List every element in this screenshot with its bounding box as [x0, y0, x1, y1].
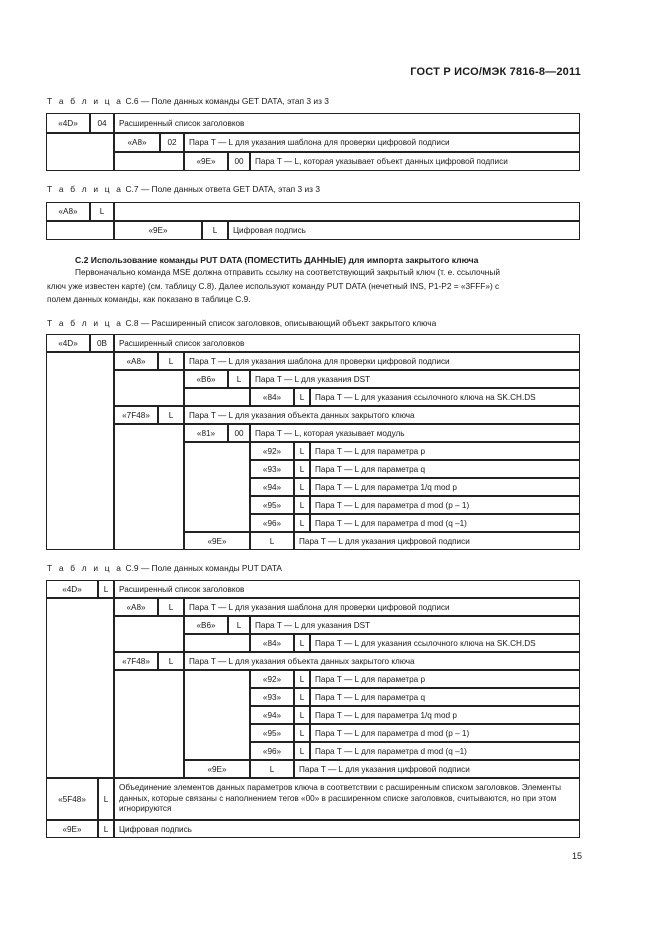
page-number: 15 [572, 851, 583, 861]
table-c6-caption: Т а б л и ц а С.6 — Поле данных команды GET DATA, этап 3 из 3 [47, 96, 329, 106]
cell-desc: Расширенный список заголовков [114, 334, 580, 352]
cell-desc: Пара Т — L для параметра q [310, 688, 580, 706]
paragraph-line: Первоначально команда MSE должна отправить ссылку на соответствующий закрытый ключ (т. е. ссылочный [75, 267, 500, 277]
cell-tag: «9E» [46, 820, 98, 838]
cell-len: L [250, 760, 294, 778]
cell-tag: «93» [250, 460, 294, 478]
cell-len: L [90, 202, 114, 221]
cell-tag: «96» [250, 514, 294, 532]
cell-desc: Пара Т — L для указания цифровой подписи [294, 760, 580, 778]
cell-tag: «B6» [184, 616, 228, 634]
cell-tag: «9E» [114, 221, 202, 240]
cell-len: L [158, 406, 184, 424]
section-c2-paragraph [47, 266, 583, 307]
cell-desc: Пара Т — L для параметра d mod (p – 1) [310, 724, 580, 742]
cell-tag: «B6» [184, 370, 228, 388]
cell-tag: «A8» [114, 133, 160, 152]
cell-blank [46, 352, 114, 550]
cell-desc: Пара Т — L для указания ссылочного ключа на SK.CH.DS [310, 634, 580, 652]
cell-len: 02 [160, 133, 184, 152]
cell-len: 00 [228, 424, 250, 442]
cell-len: L [228, 370, 250, 388]
section-c2-title: С.2 Использование команды PUT DATA (ПОМЕСТИТЬ ДАННЫЕ) для импорта закрытого ключа [75, 255, 479, 265]
cell-len: L [294, 388, 310, 406]
cell-desc: Пара Т — L для указания объекта данных закрытого ключа [184, 652, 580, 670]
cell-blank [184, 388, 250, 406]
cell-len: L [294, 688, 310, 706]
cell-desc: Пара Т — L для указания шаблона для проверки цифровой подписи [184, 598, 580, 616]
cell-tag: «9E» [184, 760, 250, 778]
cell-tag: «5F48» [46, 778, 98, 820]
cell-desc: Пара Т — L, которая указывает объект данных цифровой подписи [250, 152, 580, 171]
cell-desc: Пара Т — L для указания шаблона для проверки цифровой подписи [184, 133, 580, 152]
cell-tag: «A8» [114, 352, 158, 370]
cell-len: L [294, 478, 310, 496]
cell-desc: Пара Т — L, которая указывает модуль [250, 424, 580, 442]
cell-blank [114, 424, 184, 550]
table-c9 [46, 580, 580, 838]
cell-len: L [294, 634, 310, 652]
cell-len: L [158, 598, 184, 616]
cell-len: L [294, 496, 310, 514]
cell-tag: «94» [250, 706, 294, 724]
cell-tag: «4D» [46, 580, 98, 598]
cell-len: L [98, 580, 114, 598]
cell-desc: Расширенный список заголовков [114, 580, 580, 598]
cell-len: L [98, 820, 114, 838]
cell-blank [184, 634, 250, 652]
cell-desc: Расширенный список заголовков [114, 113, 580, 133]
cell-blank [114, 670, 184, 778]
cell-tag: «7F48» [114, 406, 158, 424]
cell-blank [114, 202, 580, 221]
cell-tag: «4D» [46, 113, 90, 133]
cell-desc: Пара Т — L для указания DST [250, 370, 580, 388]
table-c9-caption: Т а б л и ц а С.9 — Поле данных команды PUT DATA [47, 563, 282, 573]
cell-len: L [294, 514, 310, 532]
cell-len: L [294, 742, 310, 760]
cell-blank [114, 152, 184, 171]
cell-len: L [228, 616, 250, 634]
cell-desc: Пара Т — L для указания ссылочного ключа на SK.CH.DS [310, 388, 580, 406]
cell-tag: «9E» [184, 532, 250, 550]
cell-desc: Пара Т — L для указания цифровой подписи [294, 532, 580, 550]
cell-tag: «81» [184, 424, 228, 442]
cell-tag: «7F48» [114, 652, 158, 670]
cell-tag: «A8» [114, 598, 158, 616]
cell-desc: Пара Т — L для параметра d mod (q –1) [310, 514, 580, 532]
table-c6 [46, 113, 580, 171]
cell-desc: Пара Т — L для параметра 1/q mod p [310, 706, 580, 724]
cell-len: L [294, 442, 310, 460]
cell-len: L [158, 652, 184, 670]
cell-desc: Объединение элементов данных параметров ключа в соответствии с расширенным списком заголовков. Элементы данных, которые связаны с наполнением тегов «00» в расширенном списке заголовков, считываются, но при этом игнорируются [114, 778, 580, 820]
cell-desc: Пара Т — L для указания шаблона для проверки цифровой подписи [184, 352, 580, 370]
cell-tag: «4D» [46, 334, 90, 352]
cell-len: L [98, 778, 114, 820]
cell-tag: «92» [250, 442, 294, 460]
cell-tag: «95» [250, 724, 294, 742]
cell-desc: Пара Т — L для параметра p [310, 670, 580, 688]
cell-len: 04 [90, 113, 114, 133]
cell-len: L [294, 460, 310, 478]
cell-tag: «94» [250, 478, 294, 496]
cell-blank [114, 616, 184, 652]
cell-blank [114, 370, 184, 406]
table-c7-caption: Т а б л и ц а С.7 — Поле данных ответа GET DATA, этап 3 из 3 [47, 184, 320, 194]
cell-tag: «96» [250, 742, 294, 760]
cell-len: L [294, 724, 310, 742]
cell-len: L [250, 532, 294, 550]
cell-tag: «84» [250, 388, 294, 406]
cell-desc: Цифровая подпись [114, 820, 580, 838]
cell-tag: «9E» [184, 152, 228, 171]
cell-desc: Цифровая подпись [228, 221, 580, 240]
cell-len: 0B [90, 334, 114, 352]
cell-blank [46, 221, 114, 240]
paragraph-line: ключ уже известен карте) (см. таблицу С.8). Далее используют команду PUT DATA (нечетный INS, P1-P2 = «3FFF») с [47, 280, 500, 291]
cell-tag: «92» [250, 670, 294, 688]
cell-len: 00 [228, 152, 250, 171]
table-c8-caption: Т а б л и ц а С.8 — Расширенный список заголовков, описывающий объект закрытого ключа [47, 318, 437, 328]
cell-tag: «84» [250, 634, 294, 652]
table-c7 [46, 202, 580, 240]
cell-blank [46, 598, 114, 778]
cell-tag: «A8» [46, 202, 90, 221]
cell-desc: Пара Т — L для указания DST [250, 616, 580, 634]
cell-desc: Пара Т — L для параметра p [310, 442, 580, 460]
cell-blank [184, 670, 250, 760]
cell-len: L [294, 706, 310, 724]
cell-tag: «93» [250, 688, 294, 706]
cell-len: L [158, 352, 184, 370]
document-header: ГОСТ Р ИСО/МЭК 7816-8—2011 [410, 66, 581, 78]
cell-desc: Пара Т — L для параметра q [310, 460, 580, 478]
cell-blank [46, 133, 114, 171]
cell-desc: Пара Т — L для параметра d mod (p – 1) [310, 496, 580, 514]
cell-desc: Пара Т — L для указания объекта данных закрытого ключа [184, 406, 580, 424]
table-c8 [46, 334, 580, 550]
cell-len: L [202, 221, 228, 240]
paragraph-line: полем данных команды, как показано в таблице С.9. [47, 294, 251, 304]
cell-blank [184, 442, 250, 532]
cell-desc: Пара Т — L для параметра d mod (q –1) [310, 742, 580, 760]
cell-desc: Пара Т — L для параметра 1/q mod p [310, 478, 580, 496]
cell-len: L [294, 670, 310, 688]
cell-tag: «95» [250, 496, 294, 514]
